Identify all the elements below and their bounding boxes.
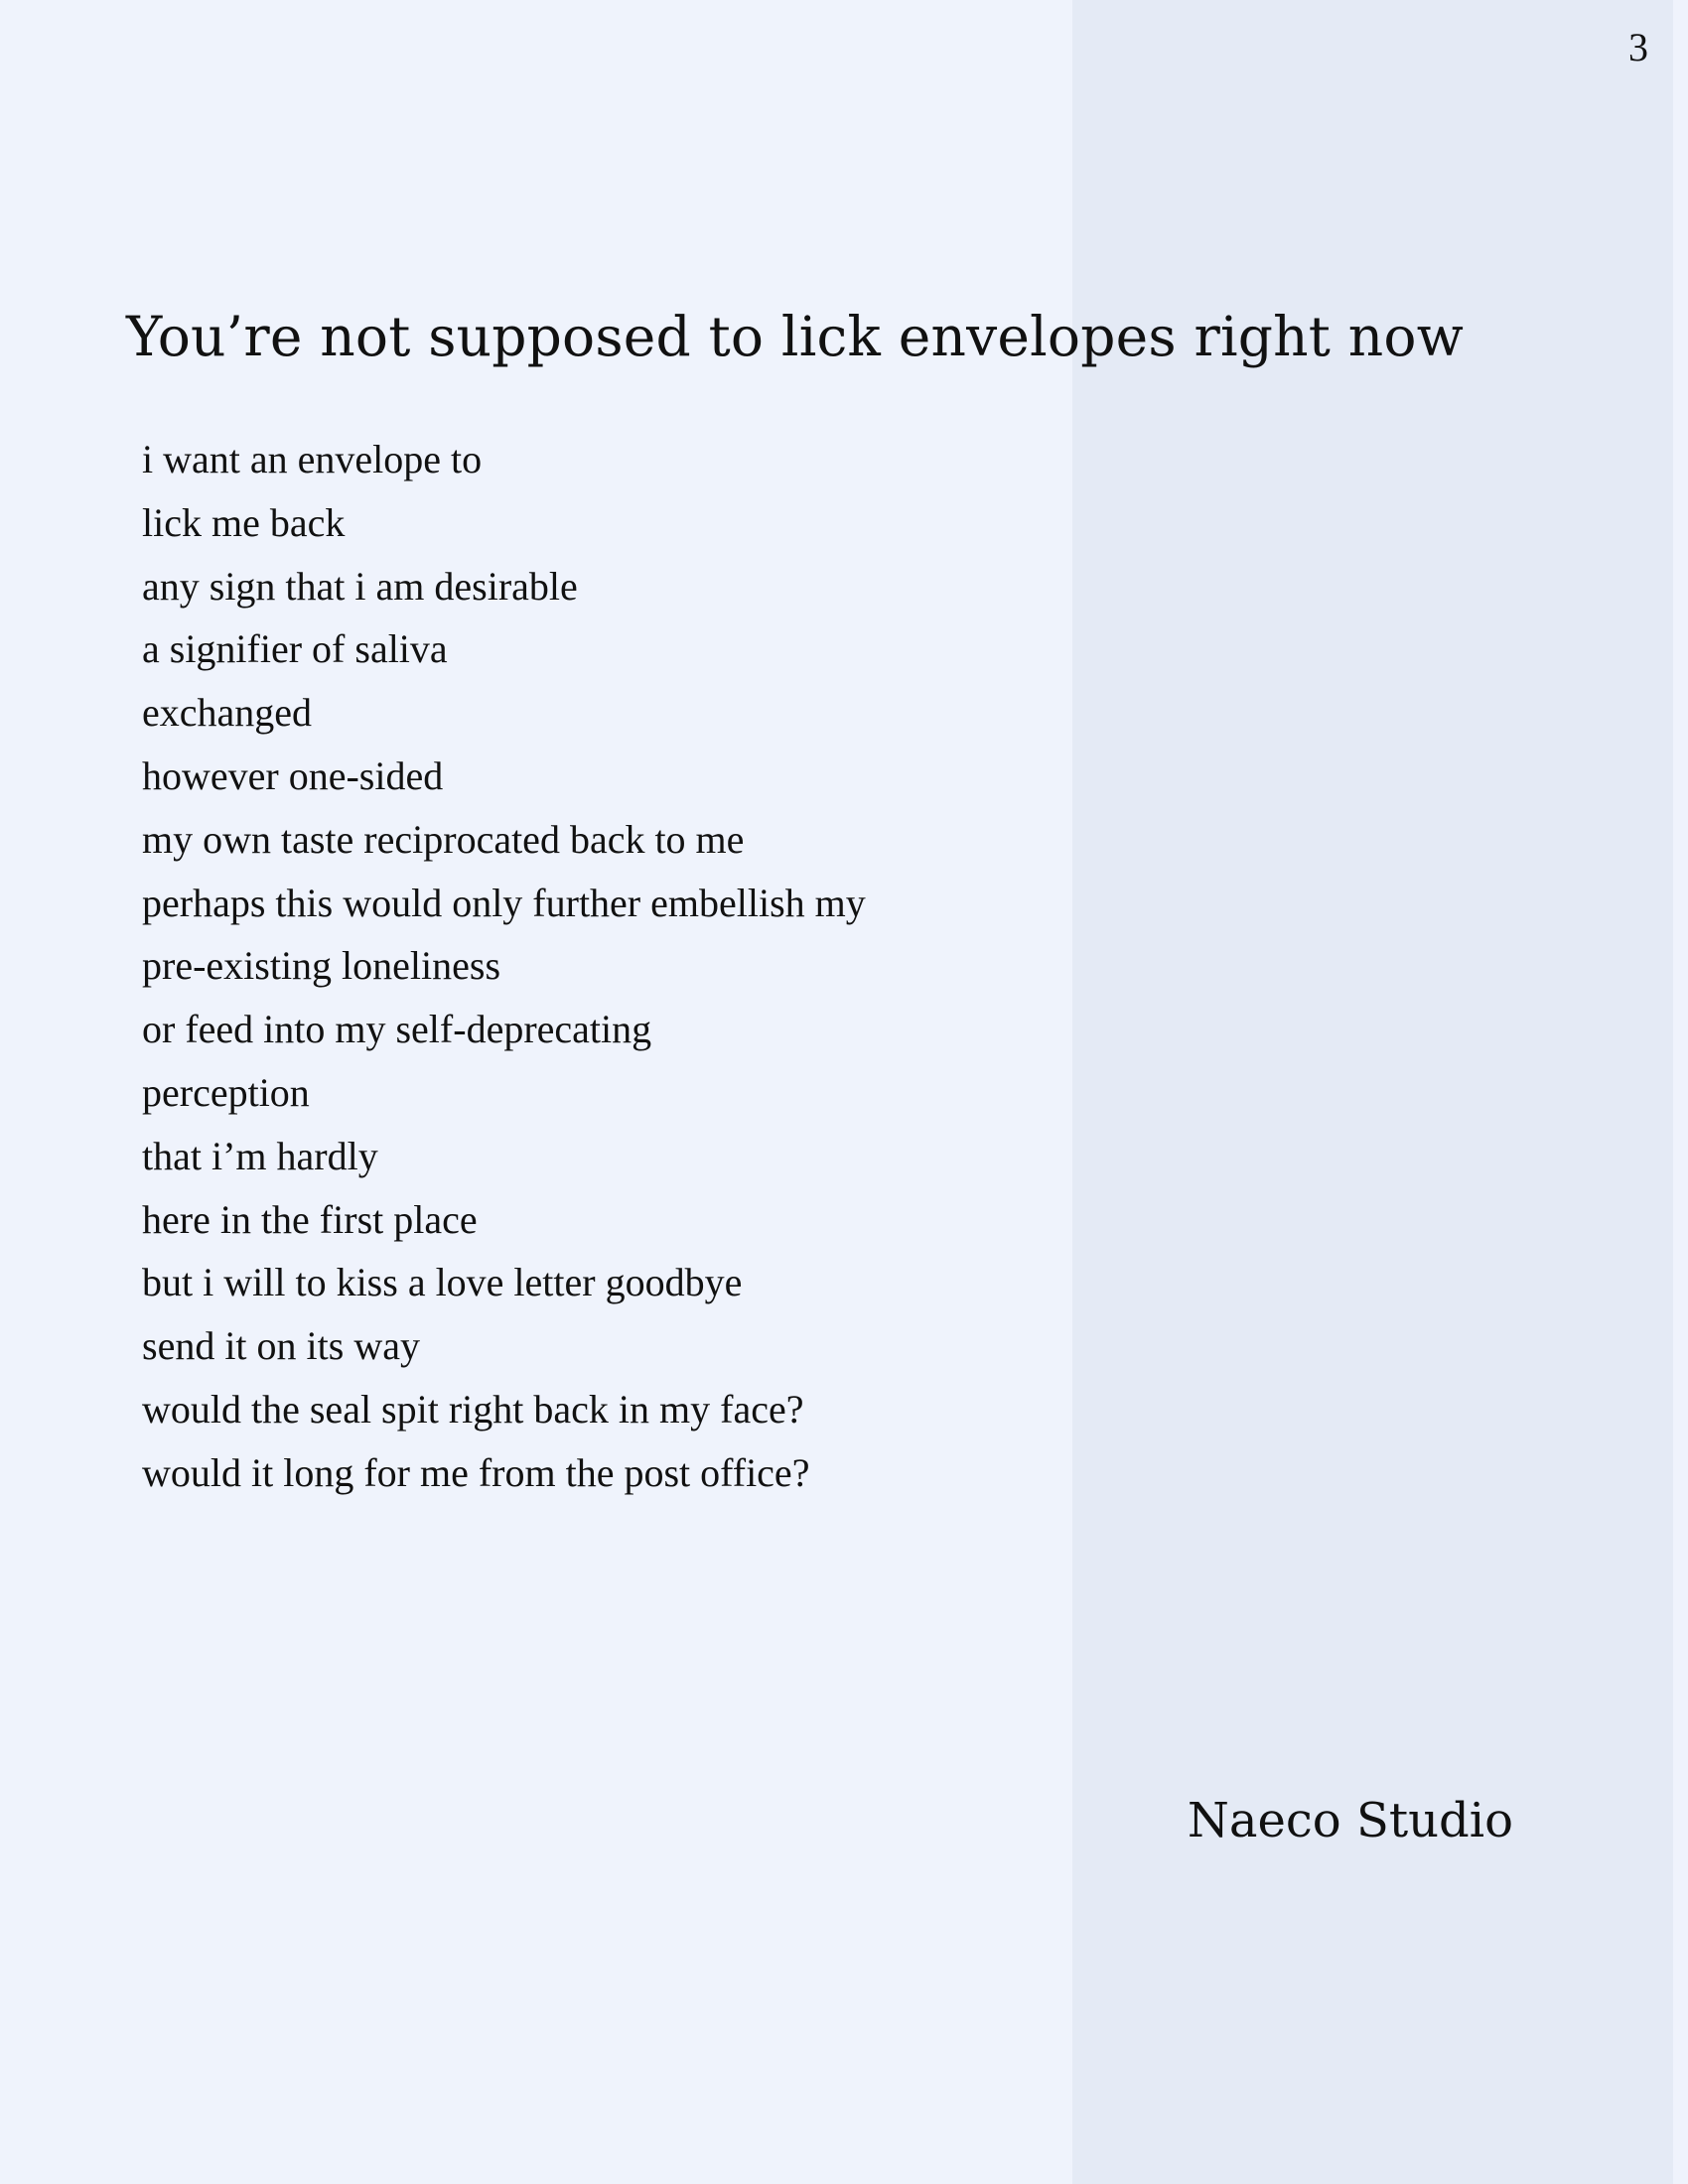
poem-line: here in the first place	[142, 1196, 478, 1242]
page-number: 3	[1628, 25, 1648, 69]
poem-line: exchanged	[142, 690, 313, 736]
poem-line: pre-existing loneliness	[142, 943, 501, 989]
poem-line: that i’m hardly	[142, 1133, 378, 1178]
poem-line: a signifier of saliva	[142, 626, 448, 672]
poem-line: however one-sided	[142, 752, 444, 798]
poem-body	[142, 428, 866, 1505]
poem-line: but i will to kiss a love letter goodbye	[142, 1260, 743, 1305]
poem-line: perception	[142, 1069, 310, 1115]
poem-line: any sign that i am desirable	[142, 563, 578, 609]
poem-title: You’re not supposed to lick envelopes right now	[126, 305, 1464, 368]
poem-line: or feed into my self-deprecating	[142, 1007, 652, 1052]
poem-line: would it long for me from the post office?	[142, 1449, 810, 1495]
poem-line: perhaps this would only further embellish my	[142, 880, 866, 925]
poem-line: my own taste reciprocated back to me	[142, 816, 745, 862]
poem-line: lick me back	[142, 499, 346, 545]
poem-line: i want an envelope to	[142, 437, 483, 481]
poem-line: send it on its way	[142, 1323, 420, 1369]
poem-line: would the seal spit right back in my face?	[142, 1386, 804, 1432]
studio-name: Naeco Studio	[1187, 1793, 1513, 1848]
